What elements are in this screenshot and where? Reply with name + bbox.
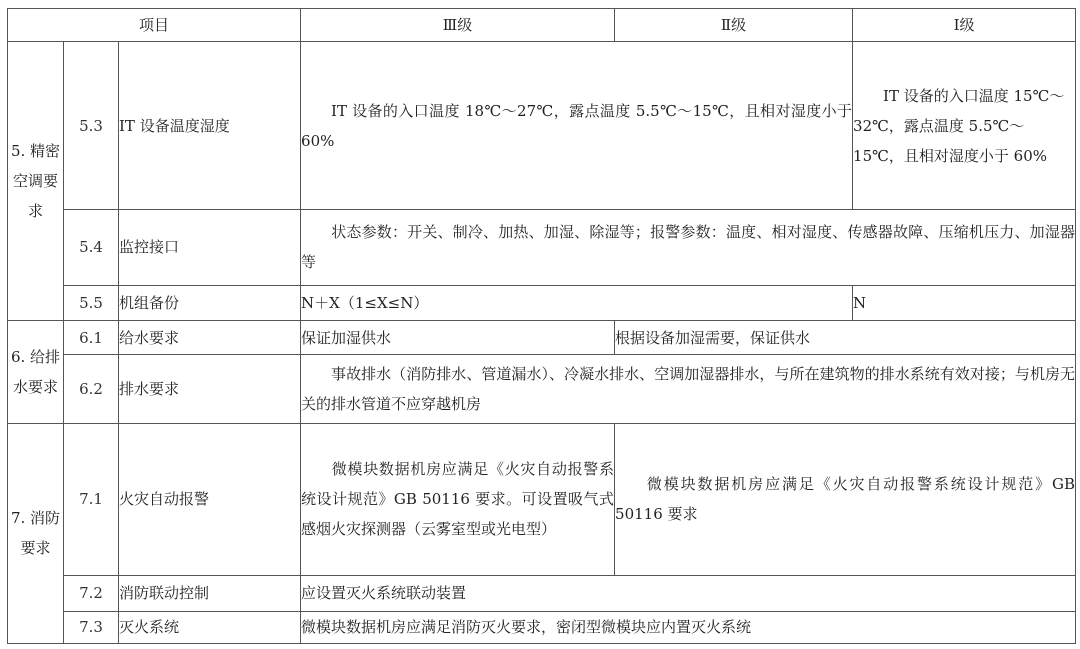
row-number: 5.5 (64, 285, 119, 321)
table-row (8, 285, 1076, 321)
requirement-level2-level1: 根据设备加湿需要，保证供水 (615, 321, 1076, 354)
row-item: 灭火系统 (119, 611, 301, 644)
header-level1: Ⅰ级 (853, 9, 1076, 42)
header-level3: Ⅲ级 (301, 9, 615, 42)
header-level2: Ⅱ级 (615, 9, 853, 42)
row-number: 7.1 (64, 423, 119, 575)
row-item: 监控接口 (119, 209, 301, 285)
requirement-all-levels (301, 209, 1076, 285)
requirement-level3 (301, 423, 615, 575)
row-item: 火灾自动报警 (119, 423, 301, 575)
requirement-level2-level1 (615, 423, 1076, 575)
row-number: 5.3 (64, 42, 119, 209)
row-number: 5.4 (64, 209, 119, 285)
row-number: 6.1 (64, 321, 119, 354)
requirement-text: IT 设备的入口温度 15℃～32℃，露点温度 5.5℃～15℃，且相对湿度小于 60% (853, 86, 1065, 165)
requirement-text: IT 设备的入口温度 18℃～27℃，露点温度 5.5℃～15℃，且相对湿度小于 60% (301, 101, 853, 150)
requirement-text: 状态参数：开关、制冷、加热、加湿、除湿等；报警参数：温度、相对湿度、传感器故障、压缩机压力、加湿器等 (301, 223, 1076, 272)
row-item: 消防联动控制 (119, 576, 301, 612)
table-row (8, 611, 1076, 644)
requirement-level3: 保证加湿供水 (301, 321, 615, 354)
table-row (8, 209, 1076, 285)
spec-table (7, 8, 1076, 644)
requirement-text: 微模块数据机房应满足《火灾自动报警系统设计规范》GB 50116 要求 (615, 475, 1076, 524)
category-6: 6. 给排水要求 (8, 321, 64, 423)
header-item: 项目 (8, 9, 301, 42)
requirement-all-levels: 微模块数据机房应满足消防灭火要求，密闭型微模块应内置灭火系统 (301, 611, 1076, 644)
row-number: 7.3 (64, 611, 119, 644)
row-number: 6.2 (64, 354, 119, 423)
category-5: 5. 精密空调要求 (8, 42, 64, 321)
row-item: 排水要求 (119, 354, 301, 423)
table-row (8, 423, 1076, 575)
requirement-level1: N (853, 285, 1076, 321)
table-row (8, 321, 1076, 354)
row-item: 给水要求 (119, 321, 301, 354)
requirement-all-levels: 应设置灭火系统联动装置 (301, 576, 1076, 612)
requirement-all-levels (301, 354, 1076, 423)
table-row (8, 42, 1076, 209)
category-7: 7. 消防要求 (8, 423, 64, 643)
header-row (8, 9, 1076, 42)
row-number: 7.2 (64, 576, 119, 612)
table-row (8, 354, 1076, 423)
requirement-text: 微模块数据机房应满足《火灾自动报警系统设计规范》GB 50116 要求。可设置吸气式感烟火灾探测器（云雾室型或光电型） (301, 460, 615, 539)
requirement-text: 事故排水（消防排水、管道漏水）、冷凝水排水、空调加湿器排水，与所在建筑物的排水系统有效对接；与机房无关的排水管道不应穿越机房 (301, 364, 1076, 413)
table-row (8, 576, 1076, 612)
requirement-level3-level2: N＋X（1≤X≤N） (301, 285, 853, 321)
requirement-level1 (853, 42, 1076, 209)
requirement-level3-level2 (301, 42, 853, 209)
row-item: 机组备份 (119, 285, 301, 321)
row-item: IT 设备温度湿度 (119, 42, 301, 209)
